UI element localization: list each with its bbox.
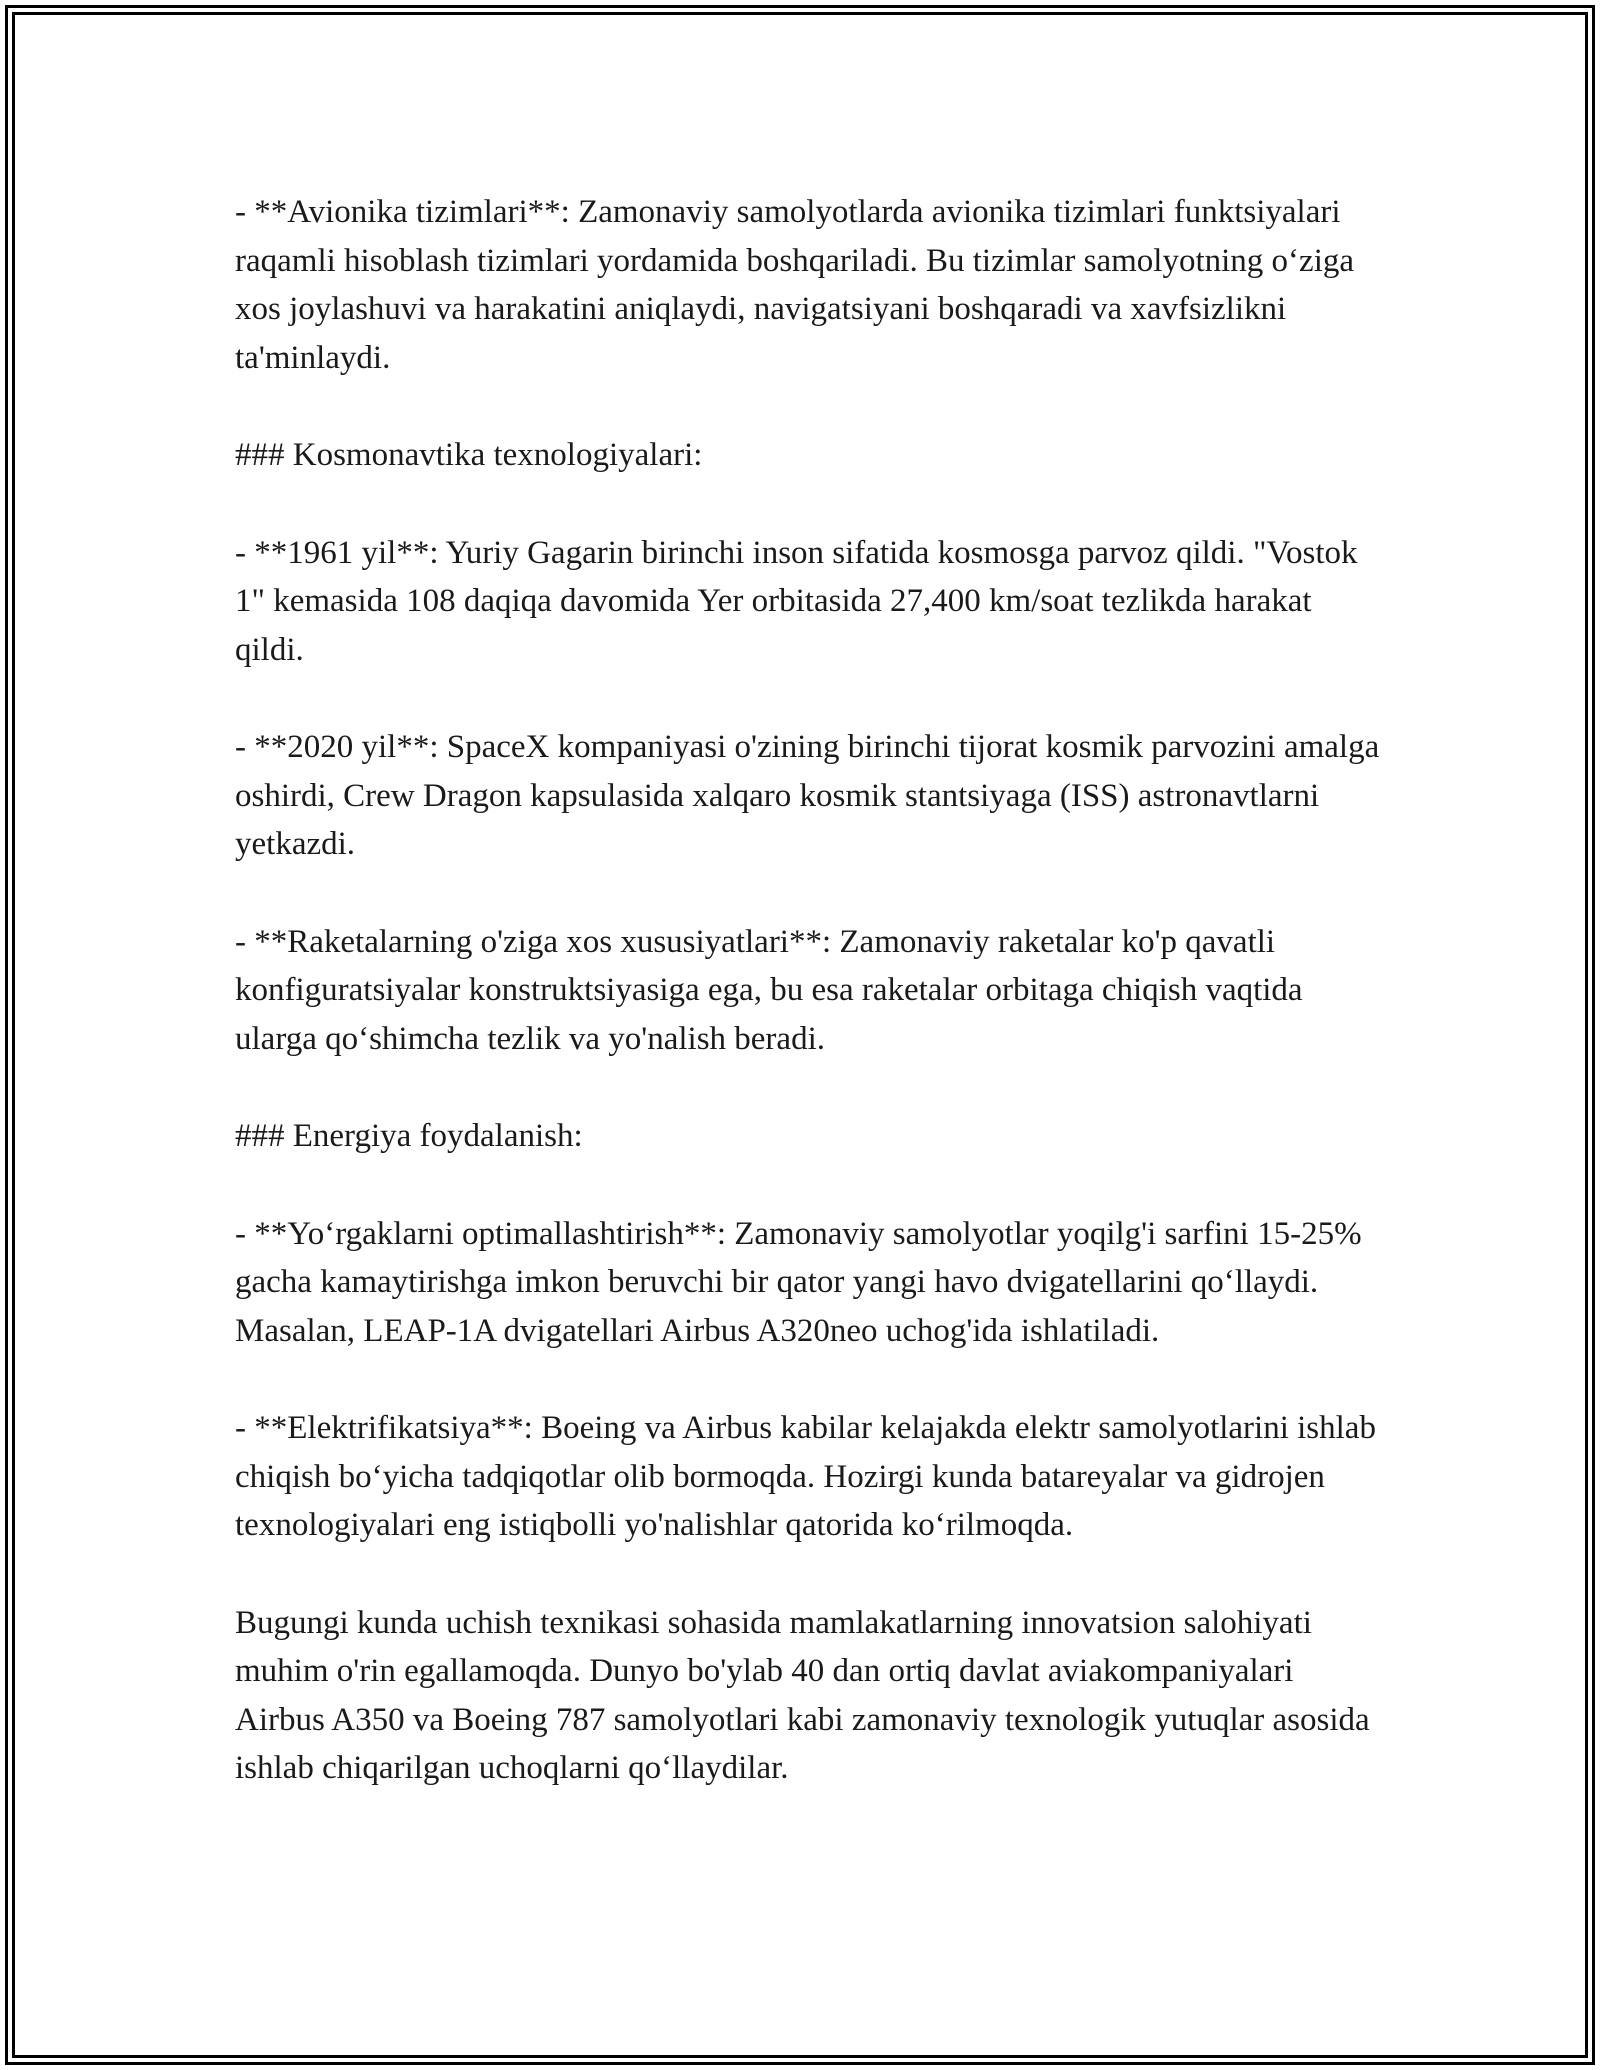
heading-kosmonavtika: ### Kosmonavtika texnologiyalari: [235,437,703,473]
heading-energiya: ### Energiya foydalanish: [235,1118,583,1154]
document-body [235,188,1385,1842]
paragraph-elektrifikatsiya: - **Elektrifikatsiya**: Boeing va Airbus kabilar kelajakda elektr samolyotlarini ishlab chiqish bo‘yicha tadqiqotlar olib bormoqda. Hozirgi kunda batareyalar va gidrojen texnologiyalari eng istiqbolli yo'nalishlar qatorida ko‘rilmoqda. [235,1410,1376,1543]
paragraph-1961: - **1961 yil**: Yuriy Gagarin birinchi inson sifatida kosmosga parvoz qildi. "Vostok 1" kemasida 108 daqiqa davomida Yer orbitasida 27,400 km/soat tezlikda harakat qildi. [235,534,1358,668]
paragraph-2020: - **2020 yil**: SpaceX kompaniyasi o'zining birinchi tijorat kosmik parvozini amalga oshirdi, Crew Dragon kapsulasida xalqaro kosmik stantsiyaga (ISS) astronavtlarni yetkazdi. [235,729,1380,862]
paragraph-conclusion: Bugungi kunda uchish texnikasi sohasida mamlakatlarning innovatsion salohiyati muhim o'rin egallamoqda. Dunyo bo'ylab 40 dan ortiq davlat aviakompaniyalari Airbus A350 va Boeing 787 samolyotlari kabi zamonaviy texnologik yutuqlar asosida ishlab chiqarilgan uchoqlarni qo‘llaydilar. [235,1604,1370,1786]
paragraph-avionika: - **Avionika tizimlari**: Zamonaviy samolyotlarda avionika tizimlari funktsiyalari raqamli hisoblash tizimlari yordamida boshqariladi. Bu tizimlar samolyotning o‘ziga xos joylashuvi va harakatini aniqlaydi, navigatsiyani boshqaradi va xavfsizlikni ta'minlaydi. [235,194,1355,376]
paragraph-raketalar: - **Raketalarning o'ziga xos xususiyatlari**: Zamonaviy raketalar ko'p qavatli konfiguratsiyalar konstruktsiyasiga ega, bu esa raketalar orbitaga chiqish vaqtida ularga qo‘shimcha tezlik va yo'nalish beradi. [235,923,1303,1057]
paragraph-optimallashtirish: - **Yo‘rgaklarni optimallashtirish**: Zamonaviy samolyotlar yoqilg'i sarfini 15-25% gacha kamaytirishga imkon beruvchi bir qator yangi havo dvigatellarini qo‘llaydi. Masalan, LEAP-1A dvigatellari Airbus A320neo uchog'ida ishlatiladi. [235,1215,1362,1349]
